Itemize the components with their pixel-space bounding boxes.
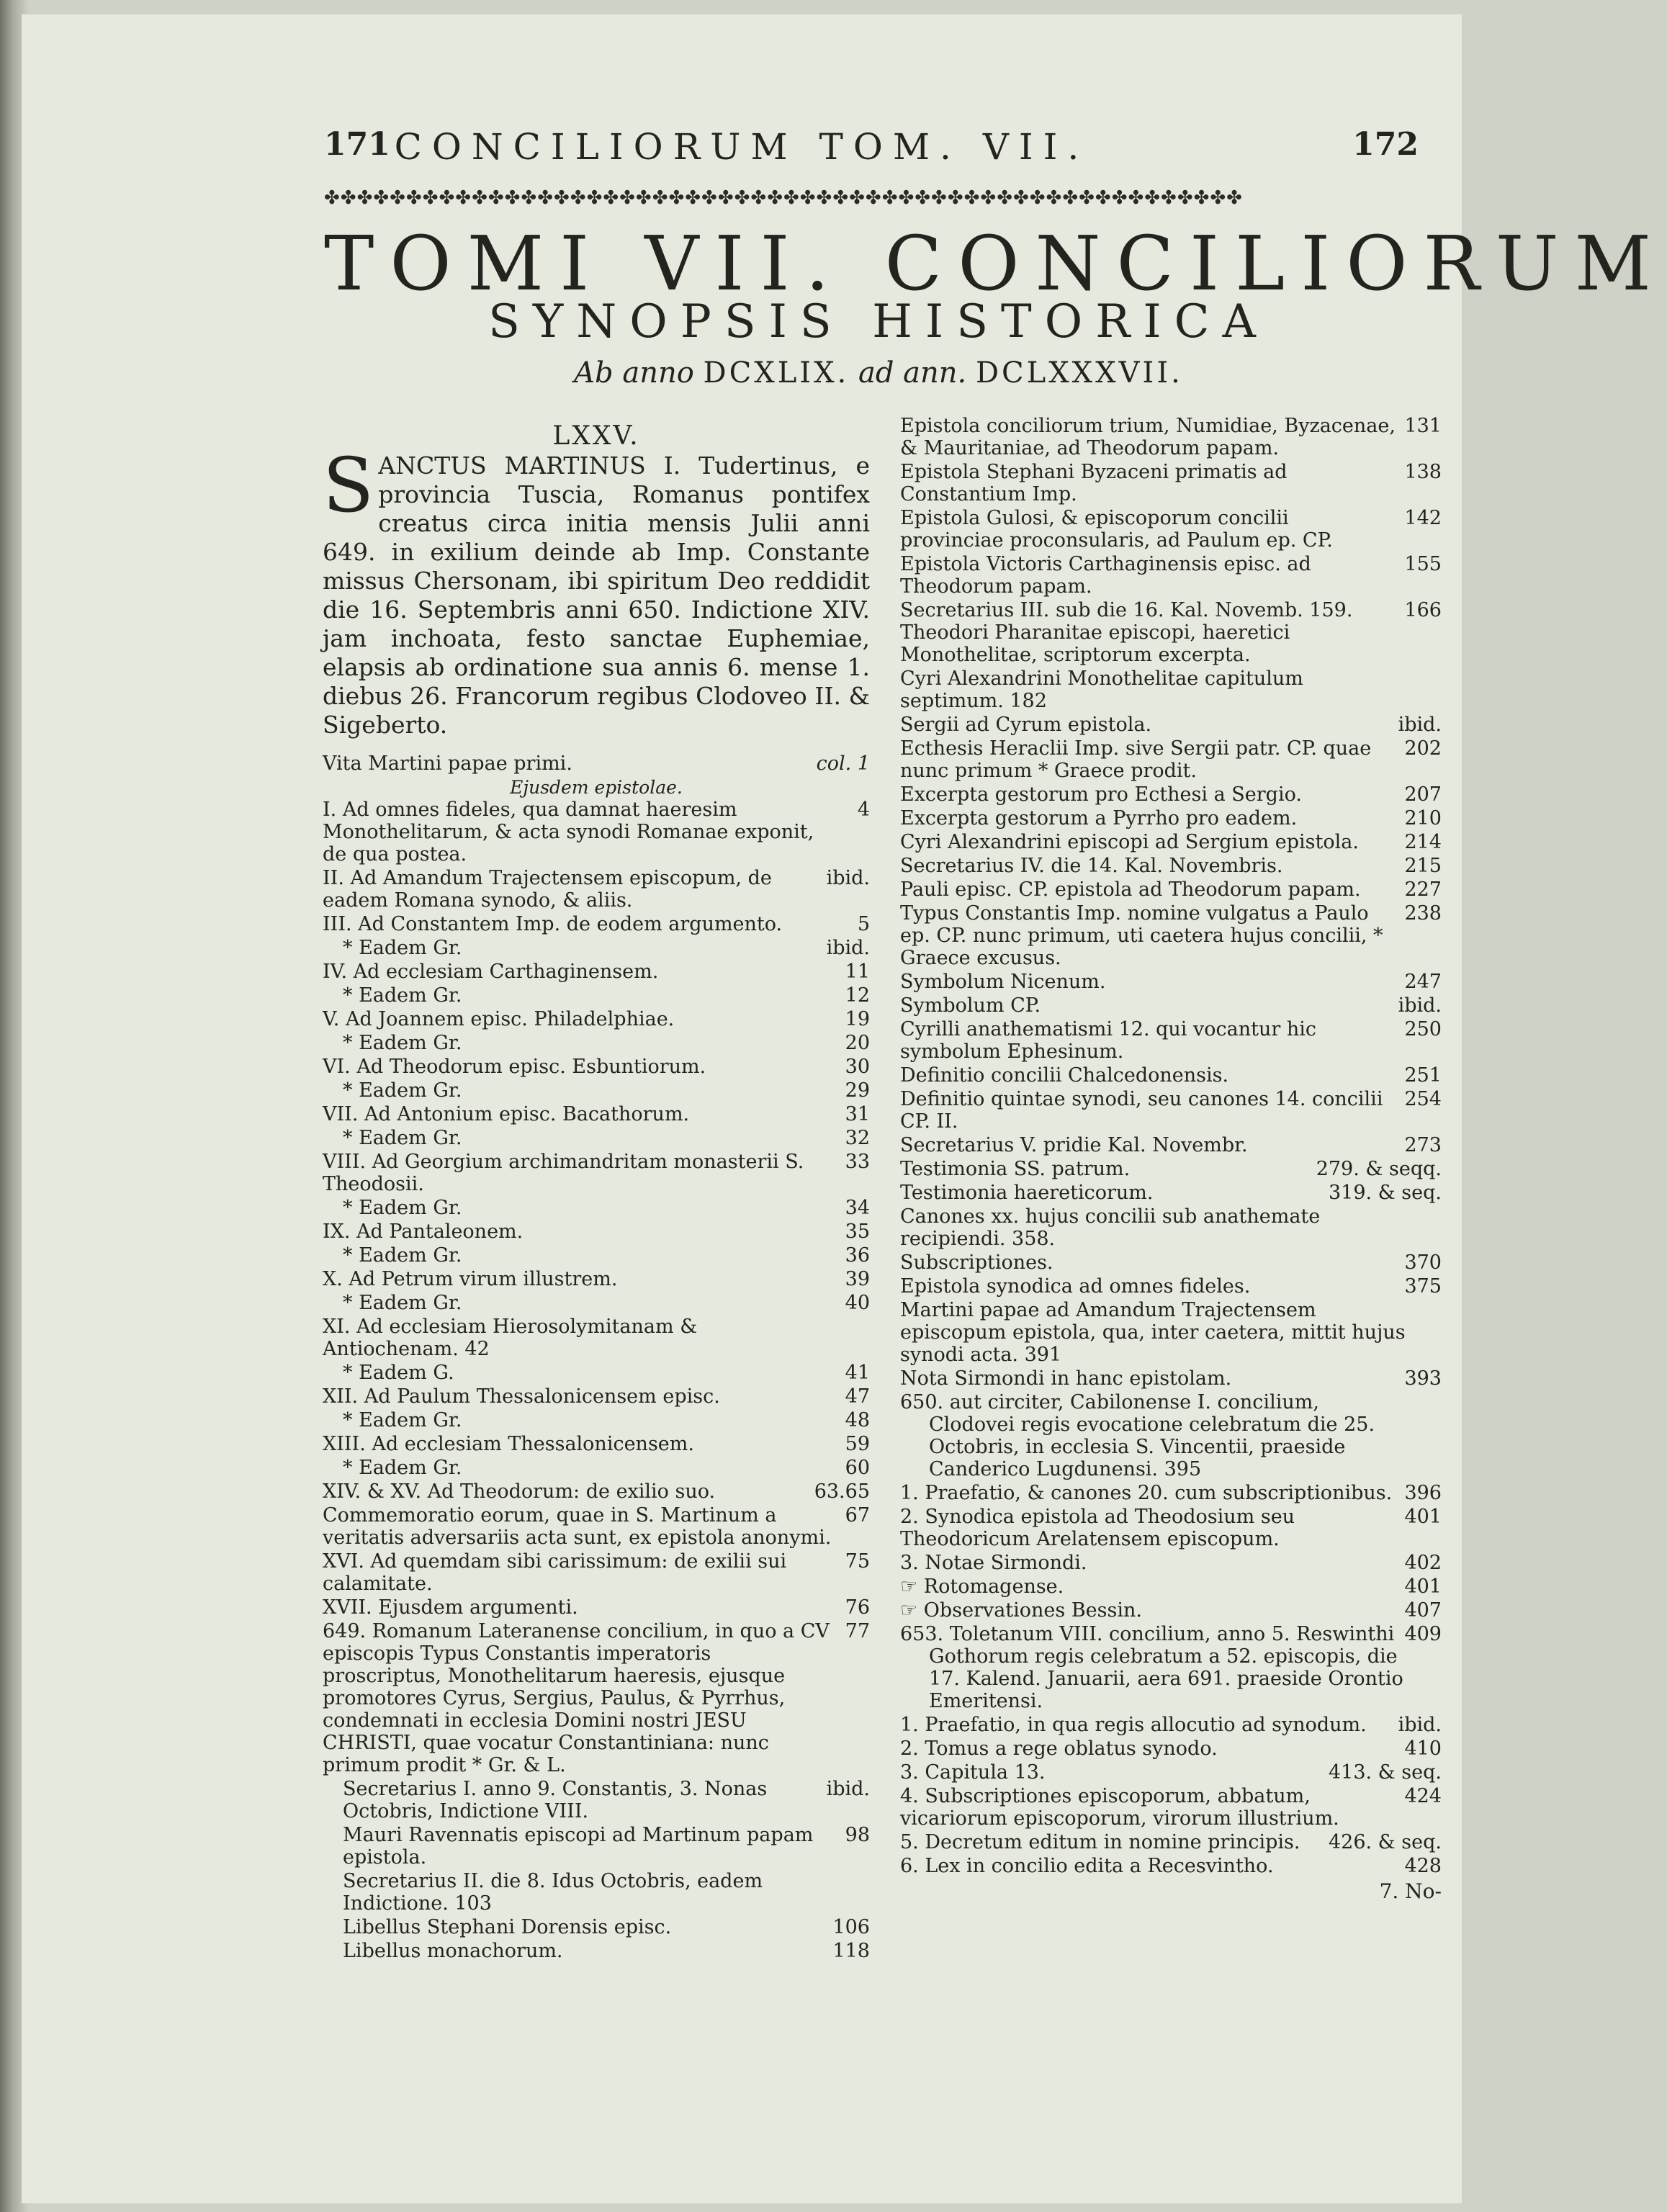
entry-text: 6. Lex in concilio edita a Recesvintho. [900,1855,1274,1877]
entry-text: Testimonia haereticorum. [900,1182,1154,1204]
main-title: TOMI VII. CONCILIORUM [324,220,1667,307]
entry-text: Symbolum Nicenum. [900,971,1106,993]
toc-entry [323,1292,870,1314]
toc-entry [900,1714,1442,1736]
toc-entry [900,1018,1442,1063]
entry-text: Cyrilli anathematismi 12. qui vocantur hic symbolum Ephesinum. [900,1018,1317,1063]
entry-number: 238 [1404,902,1442,925]
entry-number: 5 [857,913,870,935]
entry-number: 424 [1404,1785,1442,1807]
date-range-to-label: ad ann. [858,356,967,390]
toc-entry [323,1916,870,1938]
entry-text: Epistola Victoris Carthaginensis episc. ad Theodorum papam. [900,553,1311,598]
entry-number: col. 1 [816,752,870,775]
entry-number: 63.65 [814,1480,870,1503]
toc-entry [323,1550,870,1595]
entry-number: 32 [845,1127,870,1149]
toc-entry [900,1482,1442,1504]
date-range-from: DCXLIX. [703,356,850,390]
entry-number: 319. & seq. [1328,1182,1442,1204]
entry-text: I. Ad omnes fideles, qua damnat haeresim Monothelitarum, & acta synodi Romanae exponit, de qua postea. [323,799,814,866]
entry-number: 166 [1404,599,1442,621]
toc-entry [900,553,1442,598]
intro-paragraph [323,441,870,739]
entry-text: Epistola Gulosi, & episcoporum concilii provinciae proconsularis, ad Paulum ep. CP. [900,507,1333,552]
entry-text: 4. Subscriptiones episcoporum, abbatum, vicariorum episcoporum, virorum illustrium. [900,1785,1339,1830]
toc-entry [900,1855,1442,1877]
entry-number: 407 [1404,1599,1442,1622]
toc-entry [323,1079,870,1102]
entry-text: * Eadem Gr. [343,984,462,1007]
toc-entry [900,1275,1442,1298]
vita-entry [323,752,870,775]
toc-entry [900,1299,1442,1366]
entry-text: Libellus monachorum. [343,1940,563,1962]
toc-entry [323,1244,870,1267]
entry-number: 202 [1404,737,1442,760]
entry-number: 428 [1404,1855,1442,1877]
entry-text: Pauli episc. CP. epistola ad Theodorum papam. [900,878,1361,901]
toc-entry [323,1385,870,1408]
entry-number: 215 [1404,855,1442,877]
entry-text: 3. Capitula 13. [900,1761,1046,1784]
entry-text: XIV. & XV. Ad Theodorum: de exilio suo. [323,1480,716,1503]
entry-text: Symbolum CP. [900,994,1041,1017]
entry-text: XIII. Ad ecclesiam Thessalonicensem. [323,1433,694,1455]
entry-text: Libellus Stephani Dorensis episc. [343,1916,672,1938]
entry-text: Secretarius III. sub die 16. Kal. Novemb. 159. Theodori Pharanitae episcopi, haeretici Monothelitae, scriptorum excerpta. [900,599,1353,666]
toc-entry [900,807,1442,830]
toc-entry [900,831,1442,853]
toc-entry [900,971,1442,993]
entry-text: IV. Ad ecclesiam Carthaginensem. [323,961,659,983]
entry-text: Excerpta gestorum a Pyrrho pro eadem. [900,807,1298,830]
entry-text: Vita Martini papae primi. [323,752,572,775]
entry-number: 279. & seqq. [1316,1158,1442,1180]
entry-text: * Eadem Gr. [343,1409,462,1431]
entry-number: 77 [845,1620,870,1642]
toc-entry [900,1134,1442,1156]
toc-entry [323,1151,870,1195]
entry-number: ibid. [826,1778,870,1800]
entry-text: * Eadem Gr. [343,1457,462,1479]
entry-number: 98 [845,1824,870,1846]
entry-text: Cyri Alexandrini Monothelitae capitulum septimum. 182 [900,667,1303,712]
toc-entry [900,1552,1442,1574]
toc-entry [323,1127,870,1149]
entry-number: 375 [1404,1275,1442,1298]
entry-number: 401 [1404,1506,1442,1528]
entry-text: Cyri Alexandrini episcopi ad Sergium epistola. [900,831,1359,853]
entry-number: 75 [845,1550,870,1573]
entry-number: 118 [832,1940,870,1962]
entry-text: 5. Decretum editum in nomine principis. [900,1831,1300,1853]
ornament-band: ✤✤✤✤✤✤✤✤✤✤✤✤✤✤✤✤✤✤✤✤✤✤✤✤✤✤✤✤✤✤✤✤✤✤✤✤✤✤✤✤✤✤✤✤✤✤✤✤✤✤✤✤✤✤✤✤ [324,187,1243,209]
entry-number: 207 [1404,783,1442,806]
toc-entry [323,1504,870,1549]
toc-entry [323,1940,870,1962]
entry-number: 48 [845,1409,870,1431]
catchword: 7. No- [1379,1879,1442,1903]
entry-text: 3. Notae Sirmondi. [900,1552,1087,1574]
entry-number [841,1870,870,1915]
entry-number: 4 [857,799,870,821]
entry-text: Subscriptiones. [900,1251,1053,1274]
entry-number: 76 [845,1596,870,1619]
toc-entry [900,783,1442,806]
entry-number: 402 [1404,1552,1442,1574]
entry-number [841,1316,870,1360]
toc-entry [323,937,870,959]
entry-text: Secretarius V. pridie Kal. Novembr. [900,1134,1248,1156]
entry-number: 393 [1404,1367,1442,1390]
running-title: CONCILIORUM TOM. VII. [394,126,1089,168]
toc-entry [323,984,870,1007]
entry-number: 370 [1404,1251,1442,1274]
entry-number: 40 [845,1292,870,1314]
entry-number [1413,1205,1442,1250]
entry-text: IX. Ad Pantaleonem. [323,1220,524,1243]
toc-entry [900,1251,1442,1274]
entry-text: V. Ad Joannem episc. Philadelphiae. [323,1008,675,1030]
entry-text: Definitio quintae synodi, seu canones 14. concilii CP. II. [900,1088,1383,1133]
entry-text: XI. Ad ecclesiam Hierosolymitanam & Antiochenam. 42 [323,1316,698,1360]
entry-number: 31 [845,1103,870,1125]
book-page [22,14,1667,2203]
toc-entry [900,1623,1442,1712]
toc-entry [900,1785,1442,1830]
toc-entry [900,1367,1442,1390]
entry-number: 247 [1404,971,1442,993]
entry-number: 131 [1404,415,1442,437]
entry-number: 413. & seq. [1328,1761,1442,1784]
entry-number: 34 [845,1197,870,1219]
toc-entry [323,1824,870,1869]
entry-text: Martini papae ad Amandum Trajectensem episcopum epistola, qua, inter caetera, mittit hujus synodi acta. 391 [900,1299,1406,1366]
entry-text: Ecthesis Heraclii Imp. sive Sergii patr. CP. quae nunc primum * Graece prodit. [900,737,1372,782]
toc-entry [323,1778,870,1822]
entry-number: 401 [1404,1575,1442,1598]
toc-entry [900,1831,1442,1853]
epistolae-subheading: Ejusdem epistolae. [510,777,683,798]
toc-entry [900,1064,1442,1087]
toc-entry [900,1205,1442,1250]
entry-number [1413,1391,1442,1480]
toc-entry [900,1158,1442,1180]
entry-number: 33 [845,1151,870,1173]
entry-text: Commemoratio eorum, quae in S. Martinum a veritatis adversariis acta sunt, ex epistola anonymi. [323,1504,832,1549]
entry-text: Testimonia SS. patrum. [900,1158,1131,1180]
toc-entry [900,878,1442,901]
entry-number: ibid. [1398,1714,1442,1736]
toc-entry [323,1032,870,1054]
toc-entry [323,1620,870,1776]
entry-text: 650. aut circiter, Cabilonense I. concilium, Clodovei regis evocatione celebratum die 25. Octobris, in ecclesia S. Vincentii, praeside Canderico Lugdunensi. 395 [900,1391,1375,1480]
entry-number: 155 [1404,553,1442,575]
date-range [324,356,1433,390]
entry-text: VIII. Ad Georgium archimandritam monasterii S. Theodosii. [323,1151,804,1195]
toc-entry [900,415,1442,459]
toc-entry [323,799,870,866]
entry-text: ☞ Observationes Bessin. [900,1599,1142,1622]
toc-entry [323,1197,870,1219]
toc-entry [900,1599,1442,1622]
toc-entry [900,1391,1442,1480]
entry-text: * Eadem Gr. [343,1292,462,1314]
entry-text: Sergii ad Cyrum epistola. [900,714,1152,736]
running-header [22,126,1462,184]
entry-text: X. Ad Petrum virum illustrem. [323,1268,618,1290]
entry-number: 250 [1404,1018,1442,1040]
entry-text: Definitio concilii Chalcedonensis. [900,1064,1229,1087]
left-entry-list [323,799,870,1962]
toc-entry [900,855,1442,877]
toc-entry [323,1008,870,1030]
entry-text: XII. Ad Paulum Thessalonicensem episc. [323,1385,720,1408]
entry-text: 649. Romanum Lateranense concilium, in quo a CV episcopis Typus Constantis imperatoris proscriptus, Monothelitarum haeresis, ejusque promotores Cyrus, Sergius, Paulus, & Pyrrhus, condemnati in ecclesia Domini nostri JESU CHRISTI, quae vocatur Constantiniana: nunc primum prodit * Gr. & L. [323,1620,830,1776]
toc-entry [323,1480,870,1503]
entry-number: 410 [1404,1737,1442,1760]
entry-text: Excerpta gestorum pro Ecthesi a Sergio. [900,783,1302,806]
entry-text: XVII. Ejusdem argumenti. [323,1596,578,1619]
entry-number: 29 [845,1079,870,1102]
entry-number: 396 [1404,1482,1442,1504]
entry-number: 11 [845,961,870,983]
right-page-number: 172 [1352,126,1419,163]
entry-text: * Eadem G. [343,1362,454,1384]
toc-entry [900,1088,1442,1133]
entry-number: 39 [845,1268,870,1290]
section-number: LXXV. [552,421,640,451]
entry-text: II. Ad Amandum Trajectensem episcopum, de eadem Romana synodo, & aliis. [323,867,772,912]
toc-entry [900,1737,1442,1760]
entry-text: * Eadem Gr. [343,937,462,959]
toc-entry [900,902,1442,969]
entry-text: * Eadem Gr. [343,1197,462,1219]
entry-number: 67 [845,1504,870,1527]
toc-entry [323,1457,870,1479]
entry-text: 2. Synodica epistola ad Theodosium seu Theodoricum Arelatensem episcopum. [900,1506,1295,1550]
entry-number: ibid. [1398,714,1442,736]
toc-entry [323,1870,870,1915]
entry-number: 59 [845,1433,870,1455]
entry-number: 60 [845,1457,870,1479]
toc-entry [323,1103,870,1125]
entry-text: Nota Sirmondi in hanc epistolam. [900,1367,1232,1390]
entry-number: ibid. [826,867,870,889]
entry-text: III. Ad Constantem Imp. de eodem argumento. [323,913,783,935]
right-column [900,415,1442,1902]
toc-entry [900,599,1442,666]
entry-text: Canones xx. hujus concilii sub anathemate recipiendi. 358. [900,1205,1321,1250]
entry-text: Secretarius I. anno 9. Constantis, 3. Nonas Octobris, Indictione VIII. [343,1778,768,1822]
date-range-to: DCLXXXVII. [975,356,1183,390]
toc-entry [323,961,870,983]
toc-entry [900,1575,1442,1598]
toc-entry [323,913,870,935]
toc-entry [900,667,1442,712]
toc-entry [900,994,1442,1017]
toc-entry [323,1316,870,1360]
entry-number: 47 [845,1385,870,1408]
toc-entry [323,1056,870,1078]
entry-text: Typus Constantis Imp. nomine vulgatus a Paulo ep. CP. nunc primum, uti caetera hujus concilii, * Graece excusus. [900,902,1383,969]
entry-number: 273 [1404,1134,1442,1156]
toc-entry [900,1182,1442,1204]
entry-number: 138 [1404,461,1442,483]
entry-text: VI. Ad Theodorum episc. Esbuntiorum. [323,1056,706,1078]
entry-text: * Eadem Gr. [343,1127,462,1149]
entry-number: 210 [1404,807,1442,830]
entry-number [1413,667,1442,712]
right-entry-list [900,415,1442,1877]
entry-text: 1. Praefatio, in qua regis allocutio ad synodum. [900,1714,1367,1736]
left-column [323,415,870,1964]
toc-entry [900,461,1442,505]
entry-text: VII. Ad Antonium episc. Bacathorum. [323,1103,690,1125]
intro-text: ANCTUS MARTINUS I. Tudertinus, e provincia Tuscia, Romanus pontifex creatus circa initia mensis Julii anni 649. in exilium deinde ab Imp. Constante missus Chersonam, ibi spiritum Deo reddidit die 16. Septembris anni 650. Indictione XIV. jam inchoata, festo sanctae Euphemiae, elapsis ab ordinatione sua annis 6. mense 1. diebus 26. Francorum regibus Clodoveo II. & Sigeberto. [323,451,870,739]
toc-entry [900,737,1442,782]
toc-entry [323,1433,870,1455]
toc-entry [900,714,1442,736]
date-range-from-label: Ab anno [574,356,694,390]
toc-entry [323,1596,870,1619]
toc-entry [900,1506,1442,1550]
toc-entry [323,867,870,912]
entry-number: ibid. [826,937,870,959]
entry-number: 409 [1404,1623,1442,1645]
toc-entry [900,1761,1442,1784]
entry-text: 653. Toletanum VIII. concilium, anno 5. Reswinthi Gothorum regis celebratum a 52. episcopis, die 17. Kalend. Januarii, aera 691. praeside Orontio Emeritensi. [900,1623,1403,1712]
entry-number: 227 [1404,878,1442,901]
entry-number: 35 [845,1220,870,1243]
entry-number: 36 [845,1244,870,1267]
entry-number: 426. & seq. [1328,1831,1442,1853]
entry-text: 1. Praefatio, & canones 20. cum subscriptionibus. [900,1482,1393,1504]
entry-number: ibid. [1398,994,1442,1017]
entry-number: 251 [1404,1064,1442,1087]
sub-title: SYNOPSIS HISTORICA [488,295,1269,349]
entry-text: * Eadem Gr. [343,1244,462,1267]
entry-number: 106 [832,1916,870,1938]
left-page-number: 171 [324,126,390,163]
entry-text: Epistola Stephani Byzaceni primatis ad Constantium Imp. [900,461,1288,505]
entry-number: 41 [845,1362,870,1384]
entry-number: 142 [1404,507,1442,529]
entry-number: 19 [845,1008,870,1030]
entry-text: * Eadem Gr. [343,1079,462,1102]
entry-text: ☞ Rotomagense. [900,1575,1064,1598]
toc-entry [323,1220,870,1243]
toc-entry [900,507,1442,552]
entry-text: * Eadem Gr. [343,1032,462,1054]
entry-number: 12 [845,984,870,1007]
entry-text: XVI. Ad quemdam sibi carissimum: de exilii sui calamitate. [323,1550,787,1595]
entry-text: Epistola conciliorum trium, Numidiae, Byzacenae, & Mauritaniae, ad Theodorum papam. [900,415,1396,459]
entry-number: 20 [845,1032,870,1054]
entry-number [1413,1299,1442,1366]
entry-text: Secretarius II. die 8. Idus Octobris, eadem Indictione. 103 [343,1870,763,1915]
toc-entry [323,1268,870,1290]
entry-text: Mauri Ravennatis episcopi ad Martinum papam epistola. [343,1824,814,1869]
entry-number: 30 [845,1056,870,1078]
toc-entry [323,1409,870,1431]
drop-cap: S [323,441,374,529]
entry-text: Epistola synodica ad omnes fideles. [900,1275,1251,1298]
entry-number: 214 [1404,831,1442,853]
entry-text: 2. Tomus a rege oblatus synodo. [900,1737,1218,1760]
entry-text: Secretarius IV. die 14. Kal. Novembris. [900,855,1283,877]
entry-number: 254 [1404,1088,1442,1110]
toc-entry [323,1362,870,1384]
